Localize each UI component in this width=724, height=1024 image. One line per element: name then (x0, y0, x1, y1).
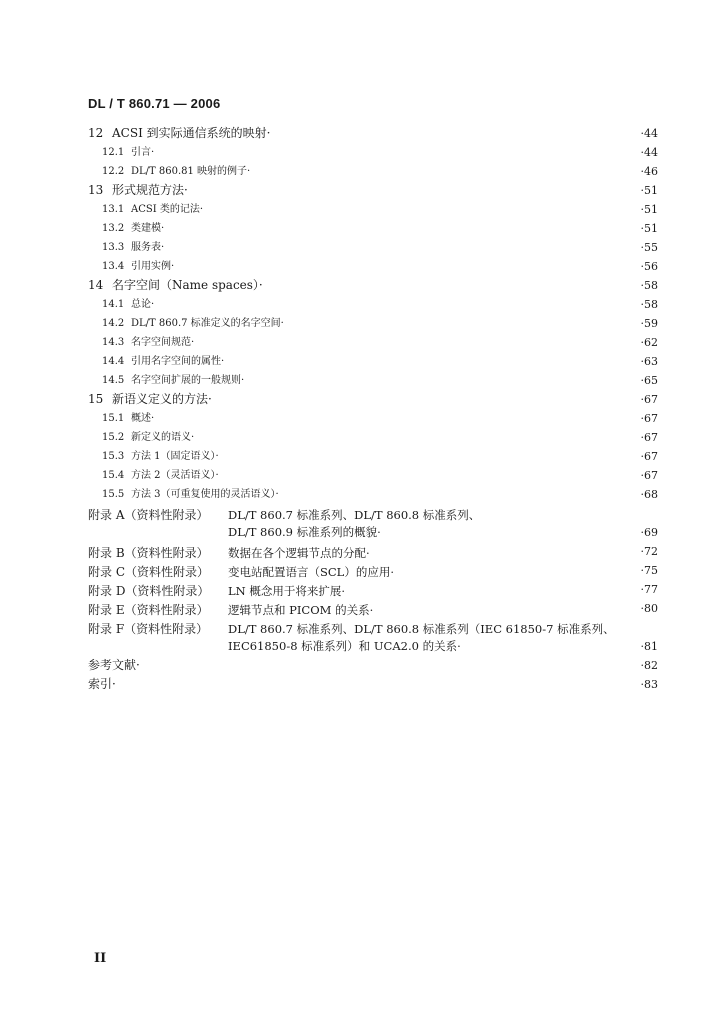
appendix-label: 附录 C（资料性附录） (88, 565, 209, 579)
toc-number: 12 (88, 126, 104, 140)
toc-page: ·44 (640, 146, 658, 159)
toc-entry-13-3[interactable] (88, 238, 658, 257)
toc-appendix-a-continued[interactable] (88, 523, 658, 542)
toc-appendix-e[interactable] (88, 599, 658, 618)
toc-page: ·55 (640, 241, 658, 254)
toc-title: 新定义的语义· (131, 432, 195, 443)
page-number: II (94, 951, 107, 966)
toc-title: 服务表· (131, 242, 165, 253)
toc-entry-14-2[interactable] (88, 314, 658, 333)
toc-page: ·63 (640, 355, 658, 368)
toc-appendix-a[interactable] (88, 504, 658, 523)
toc-title: DL/T 860.81 映射的例子· (131, 166, 251, 177)
toc-entry-14-4[interactable] (88, 352, 658, 371)
toc-appendix-d[interactable] (88, 580, 658, 599)
toc-page: ·58 (640, 279, 658, 292)
toc-page: ·80 (640, 602, 658, 615)
toc-page: ·51 (640, 184, 658, 197)
toc-page: ·56 (640, 260, 658, 273)
toc-title: 新语义定义的方法· (112, 392, 212, 406)
toc-title: DL/T 860.7 标准定义的名字空间· (131, 318, 284, 329)
toc-page: ·65 (640, 374, 658, 387)
toc-page: ·69 (640, 526, 658, 539)
toc-entry-15-2[interactable] (88, 428, 658, 447)
appendix-label: 附录 A（资料性附录） (88, 508, 209, 522)
appendix-title: LN 概念用于将来扩展· (228, 584, 346, 598)
toc-index[interactable] (88, 675, 658, 694)
toc-number: 15.1 (102, 413, 125, 424)
toc-entry-13-4[interactable] (88, 257, 658, 276)
toc-page: ·77 (640, 583, 658, 596)
toc-number: 15.2 (102, 432, 125, 443)
toc-number: 14.5 (102, 375, 125, 386)
appendix-title-continued: DL/T 860.9 标准系列的概貌· (228, 525, 381, 539)
toc-page: ·62 (640, 336, 658, 349)
appendix-title: 变电站配置语言（SCL）的应用· (228, 565, 394, 579)
toc-entry-13-2[interactable] (88, 219, 658, 238)
references-title: 参考文献· (88, 658, 140, 672)
toc-page: ·67 (640, 412, 658, 425)
toc-number: 14 (88, 278, 104, 292)
toc-page: ·75 (640, 564, 658, 577)
toc-entry-13[interactable] (88, 181, 658, 200)
toc-page: ·46 (640, 165, 658, 178)
toc-number: 14.1 (102, 299, 125, 310)
toc-title: 方法 1（固定语义）· (131, 451, 219, 462)
toc-entry-15-3[interactable] (88, 447, 658, 466)
toc-number: 13.2 (102, 223, 125, 234)
toc-title: 名字空间规范· (131, 337, 195, 348)
toc-appendix-b[interactable] (88, 542, 658, 561)
toc-title: 形式规范方法· (112, 183, 188, 197)
toc-appendix-f[interactable] (88, 618, 658, 637)
index-title: 索引· (88, 677, 116, 691)
toc-entry-15-1[interactable] (88, 409, 658, 428)
toc-title: 类建模· (131, 223, 165, 234)
toc-page: ·72 (640, 545, 658, 558)
toc-number: 15.3 (102, 451, 125, 462)
toc-page: ·67 (640, 431, 658, 444)
toc-page: ·81 (640, 640, 658, 653)
toc-page: ·58 (640, 298, 658, 311)
appendix-title-continued: IEC61850-8 标准系列）和 UCA2.0 的关系· (228, 639, 461, 653)
toc-title: 引言· (131, 147, 155, 158)
toc-page: ·67 (640, 469, 658, 482)
toc-appendix-c[interactable] (88, 561, 658, 580)
table-of-contents (88, 124, 658, 694)
toc-title: 名字空间（Name spaces）· (112, 278, 263, 292)
appendix-label: 附录 E（资料性附录） (88, 603, 209, 617)
toc-title: 方法 2（灵活语义）· (131, 470, 219, 481)
toc-title: 引用名字空间的属性· (131, 356, 225, 367)
toc-entry-15[interactable] (88, 390, 658, 409)
toc-number: 14.4 (102, 356, 125, 367)
toc-title: 引用实例· (131, 261, 175, 272)
toc-page: ·51 (640, 222, 658, 235)
toc-title: ACSI 到实际通信系统的映射· (112, 126, 271, 140)
toc-page: ·51 (640, 203, 658, 216)
toc-number: 13.3 (102, 242, 125, 253)
toc-number: 15.5 (102, 489, 125, 500)
toc-entry-12-1[interactable] (88, 143, 658, 162)
toc-number: 14.3 (102, 337, 125, 348)
toc-number: 15.4 (102, 470, 125, 481)
toc-entry-12-2[interactable] (88, 162, 658, 181)
toc-title: 概述· (131, 413, 155, 424)
appendix-label: 附录 B（资料性附录） (88, 546, 209, 560)
toc-number: 13 (88, 183, 104, 197)
appendix-title: 数据在各个逻辑节点的分配· (228, 546, 370, 560)
appendix-title: 逻辑节点和 PICOM 的关系· (228, 603, 374, 617)
toc-entry-15-4[interactable] (88, 466, 658, 485)
toc-title: 总论· (131, 299, 155, 310)
toc-number: 15 (88, 392, 104, 406)
toc-page: ·82 (640, 659, 658, 672)
toc-entry-14[interactable] (88, 276, 658, 295)
toc-page: ·83 (640, 678, 658, 691)
toc-number: 12.1 (102, 147, 125, 158)
toc-entry-15-5[interactable] (88, 485, 658, 504)
toc-entry-14-3[interactable] (88, 333, 658, 352)
toc-entry-13-1[interactable] (88, 200, 658, 219)
toc-page: ·68 (640, 488, 658, 501)
toc-title: ACSI 类的记法· (131, 204, 204, 215)
toc-title: 名字空间扩展的一般规则· (131, 375, 245, 386)
toc-number: 14.2 (102, 318, 125, 329)
toc-references[interactable] (88, 656, 658, 675)
toc-entry-14-5[interactable] (88, 371, 658, 390)
toc-number: 12.2 (102, 166, 125, 177)
toc-number: 13.4 (102, 261, 125, 272)
toc-page: ·44 (640, 127, 658, 140)
toc-appendix-f-continued[interactable] (88, 637, 658, 656)
toc-entry-12[interactable] (88, 124, 658, 143)
toc-page: ·59 (640, 317, 658, 330)
toc-number: 13.1 (102, 204, 125, 215)
toc-page: ·67 (640, 450, 658, 463)
appendix-label: 附录 F（资料性附录） (88, 622, 209, 636)
appendix-title: DL/T 860.7 标准系列、DL/T 860.8 标准系列、 (228, 508, 481, 522)
document-header: DL / T 860.71 — 2006 (88, 96, 221, 111)
toc-title: 方法 3（可重复使用的灵活语义）· (131, 489, 279, 500)
toc-page: ·67 (640, 393, 658, 406)
appendix-label: 附录 D（资料性附录） (88, 584, 210, 598)
toc-entry-14-1[interactable] (88, 295, 658, 314)
appendix-title: DL/T 860.7 标准系列、DL/T 860.8 标准系列（IEC 61850-7 标准系列、 (228, 622, 615, 636)
